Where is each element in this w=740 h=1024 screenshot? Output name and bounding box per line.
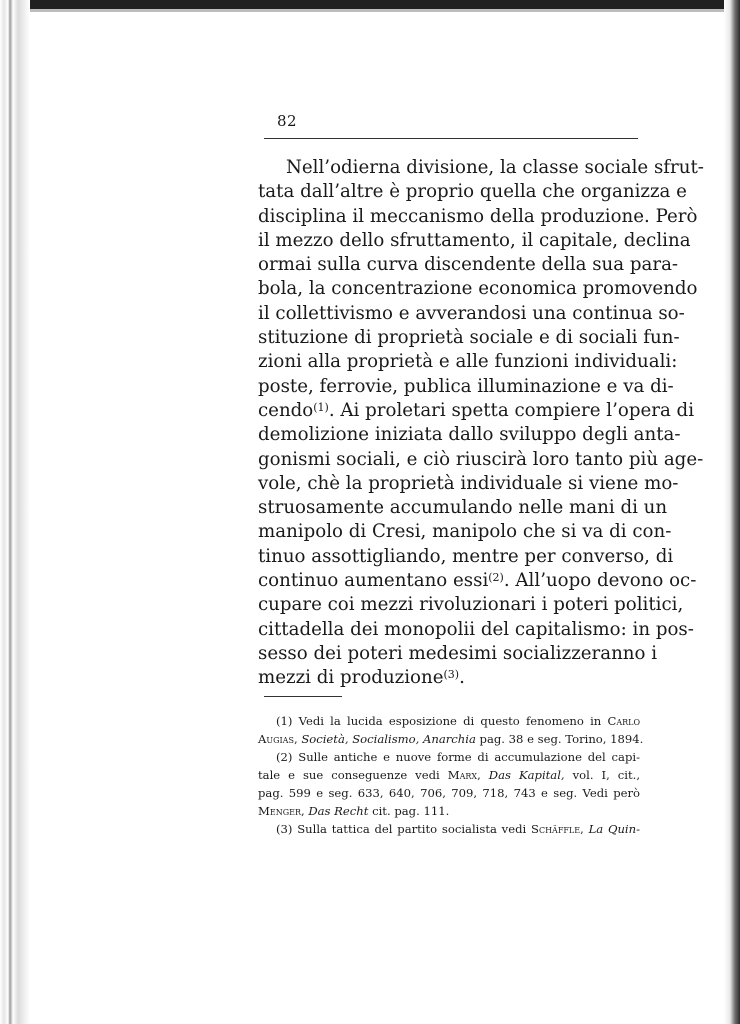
- footnote-text: cit. pag. 111.: [372, 804, 450, 818]
- footnote-text: Sulle antiche e nuove forme di accumulazione del capi-: [298, 750, 640, 764]
- text-line: [258, 569, 697, 593]
- text-fragment: . All’uopo devono oc-: [503, 570, 697, 592]
- text-line: ormai sulla curva discendente della sua para-: [258, 254, 679, 276]
- footnote-author: Schäffle: [531, 822, 581, 836]
- text-line: gonismi sociali, e ciò riuscirà loro tanto più age-: [258, 448, 704, 470]
- footnote-author: Augias: [258, 732, 294, 746]
- text-line: demolizione iniziata dallo sviluppo degli anta-: [258, 424, 681, 446]
- footnote-ref-2: (2): [488, 571, 504, 585]
- text-fragment: continuo aumentano essi: [258, 570, 489, 592]
- text-fragment: .: [459, 667, 465, 689]
- text-line: il mezzo dello sfruttamento, il capitale, declina: [258, 229, 691, 251]
- text-line: cupare coi mezzi rivoluzionari i poteri politici,: [258, 594, 684, 616]
- text-line: disciplina il meccanismo della produzione. Però: [258, 205, 698, 227]
- text-line: Nell’odierna divisione, la classe sociale sfrut-: [286, 157, 704, 178]
- footnotes: [258, 712, 644, 838]
- footnote-author: Marx: [447, 768, 478, 782]
- footnote-3-line: (3) Sulla tattica del partito socialista vedi Schäffle, La Quin-: [276, 822, 641, 836]
- text-line: cittadella dei monopolii del capitalismo: in pos-: [258, 618, 694, 640]
- footnote-1-line: Augias, Società, Socialismo, Anarchia pag. 38 e seg. Torino, 1894.: [258, 732, 644, 746]
- footnote-author: Menger: [258, 804, 301, 818]
- text-line: sesso dei poteri medesimi socializzeranno i: [258, 642, 658, 664]
- text-line: manipolo di Cresi, manipolo che si va di con-: [258, 521, 672, 543]
- header-rule: [264, 138, 638, 139]
- text-line: poste, ferrovie, publica illuminazione e va di-: [258, 375, 674, 397]
- footnote-rule: [264, 696, 342, 697]
- text-line: [258, 666, 640, 690]
- body-text: [258, 156, 704, 691]
- text-line: tata dall’altre è proprio quella che organizza e: [258, 181, 687, 203]
- scan-edge-top-shadow: [0, 9, 740, 12]
- footnote-number: (1): [276, 714, 293, 728]
- text-line: vole, chè la proprietà individuale si viene mo-: [258, 472, 679, 494]
- scan-edge-right: [724, 0, 740, 1024]
- footnote-number: (2): [276, 750, 293, 764]
- text-line: il collettivismo e avverandosi una continua so-: [258, 302, 685, 324]
- footnote-2-line: tale e sue conseguenze vedi Marx, Das Kapital, vol. I, cit.,: [258, 768, 641, 782]
- text-line: stituzione di proprietà sociale e di sociali fun-: [258, 327, 680, 349]
- footnote-2-line: pag. 599 e seg. 633, 640, 706, 709, 718, 743 e seg. Vedi però: [258, 786, 640, 800]
- footnote-text: pag. 38 e seg. Torino, 1894.: [479, 732, 644, 746]
- footnote-title: La Quin-: [588, 822, 641, 836]
- footnote-text: vol. I, cit.,: [572, 768, 641, 782]
- text-line: [258, 399, 695, 423]
- text-line: tinuo assottigliando, mentre per converso, di: [258, 545, 674, 567]
- footnote-number: (3): [276, 822, 293, 836]
- footnote-text: Vedi la lucida esposizione di questo fenomeno in: [298, 714, 602, 728]
- text-fragment: mezzi di produzione: [258, 667, 444, 689]
- text-line: struosamente accumulando nelle mani di un: [258, 497, 668, 519]
- scan-edge-top: [0, 0, 740, 9]
- footnote-text: Sulla tattica del partito socialista vedi: [297, 822, 527, 836]
- footnote-2-line: [258, 748, 640, 766]
- scan-edge-left: [0, 0, 30, 1024]
- text-line: bola, la concentrazione economica promovendo: [258, 278, 698, 300]
- footnote-ref-3: (3): [443, 668, 460, 682]
- page-number: 82: [277, 112, 298, 130]
- footnote-author: Carlo: [607, 714, 641, 728]
- text-fragment: cendo: [258, 399, 314, 421]
- footnote-1-line: [258, 712, 640, 730]
- footnote-text: tale e sue conseguenze vedi: [258, 768, 440, 782]
- footnote-title: Società, Socialismo, Anarchia: [301, 732, 476, 746]
- text-line: zioni alla proprietà e alle funzioni individuali:: [258, 351, 678, 373]
- text-fragment: . Ai proletari spetta compiere l’opera di: [328, 399, 695, 421]
- footnote-2-line: Menger, Das Recht cit. pag. 111.: [258, 804, 450, 818]
- footnote-title: Das Recht: [308, 804, 369, 818]
- footnote-title: Das Kapital,: [488, 768, 565, 782]
- footnote-ref-1: (1): [313, 400, 329, 414]
